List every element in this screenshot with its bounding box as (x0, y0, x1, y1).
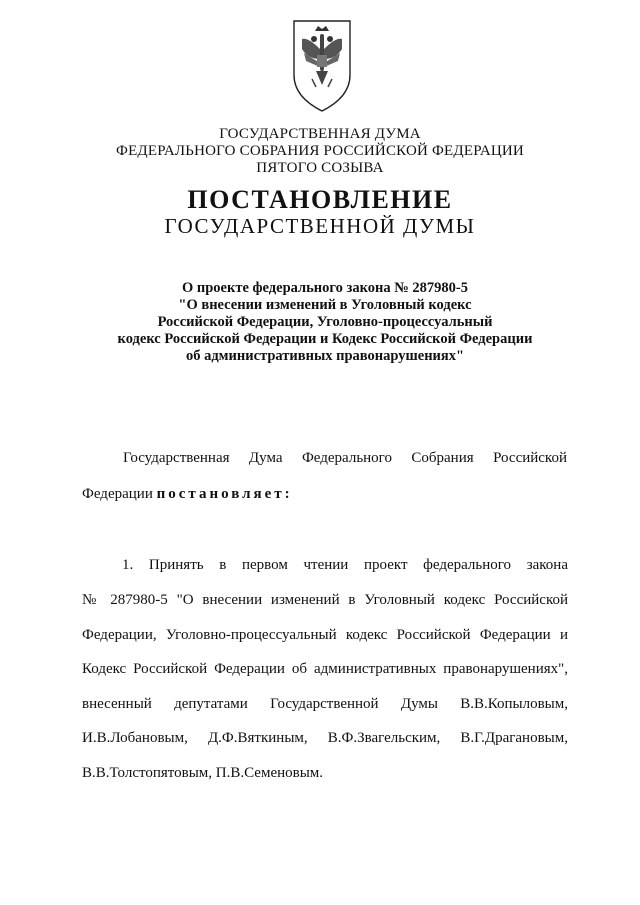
subject-line: "О внесении изменений в Уголовный кодекс (178, 297, 472, 313)
preamble-line: Государственная Дума Федерального Собрания Российской (123, 450, 567, 466)
document-type-title: ПОСТАНОВЛЕНИЕ (187, 185, 453, 214)
item-line: Кодекс Российской Федерации об административных правонарушениях", (82, 661, 568, 677)
org-line-duma: ГОСУДАРСТВЕННАЯ ДУМА (219, 126, 421, 142)
document-issuer: ГОСУДАРСТВЕННОЙ ДУМЫ (164, 214, 476, 238)
subject-line: Российской Федерации, Уголовно-процессуальный (157, 314, 493, 330)
item-line: И.В.Лобановым, Д.Ф.Вяткиным, В.Ф.Звагельским, В.Г.Драгановым, (82, 730, 568, 746)
item-line: В.В.Толстопятовым, П.В.Семеновым. (82, 765, 324, 781)
preamble-line (82, 485, 293, 503)
org-line-assembly: ФЕДЕРАЛЬНОГО СОБРАНИЯ РОССИЙСКОЙ ФЕДЕРАЦИИ (116, 143, 524, 159)
resolves-word: постановляет: (156, 486, 293, 502)
preamble-federation: Федерации (82, 486, 157, 502)
subject-line: О проекте федерального закона № 287980-5 (181, 280, 469, 296)
subject-line: кодекс Российской Федерации и Кодекс Российской Федерации (117, 331, 533, 347)
item-line: № 287980-5 "О внесении изменений в Уголовный кодекс Российской (82, 592, 568, 608)
subject-line: об административных правонарушениях" (185, 348, 465, 364)
coat-of-arms-icon (290, 15, 354, 115)
item-line: Федерации, Уголовно-процессуальный кодекс Российской Федерации и (82, 627, 568, 643)
item-line: 1. Принять в первом чтении проект федерального закона (122, 557, 568, 573)
org-line-convocation: ПЯТОГО СОЗЫВА (256, 160, 384, 176)
item-line: внесенный депутатами Государственной Думы В.В.Копыловым, (82, 696, 568, 712)
